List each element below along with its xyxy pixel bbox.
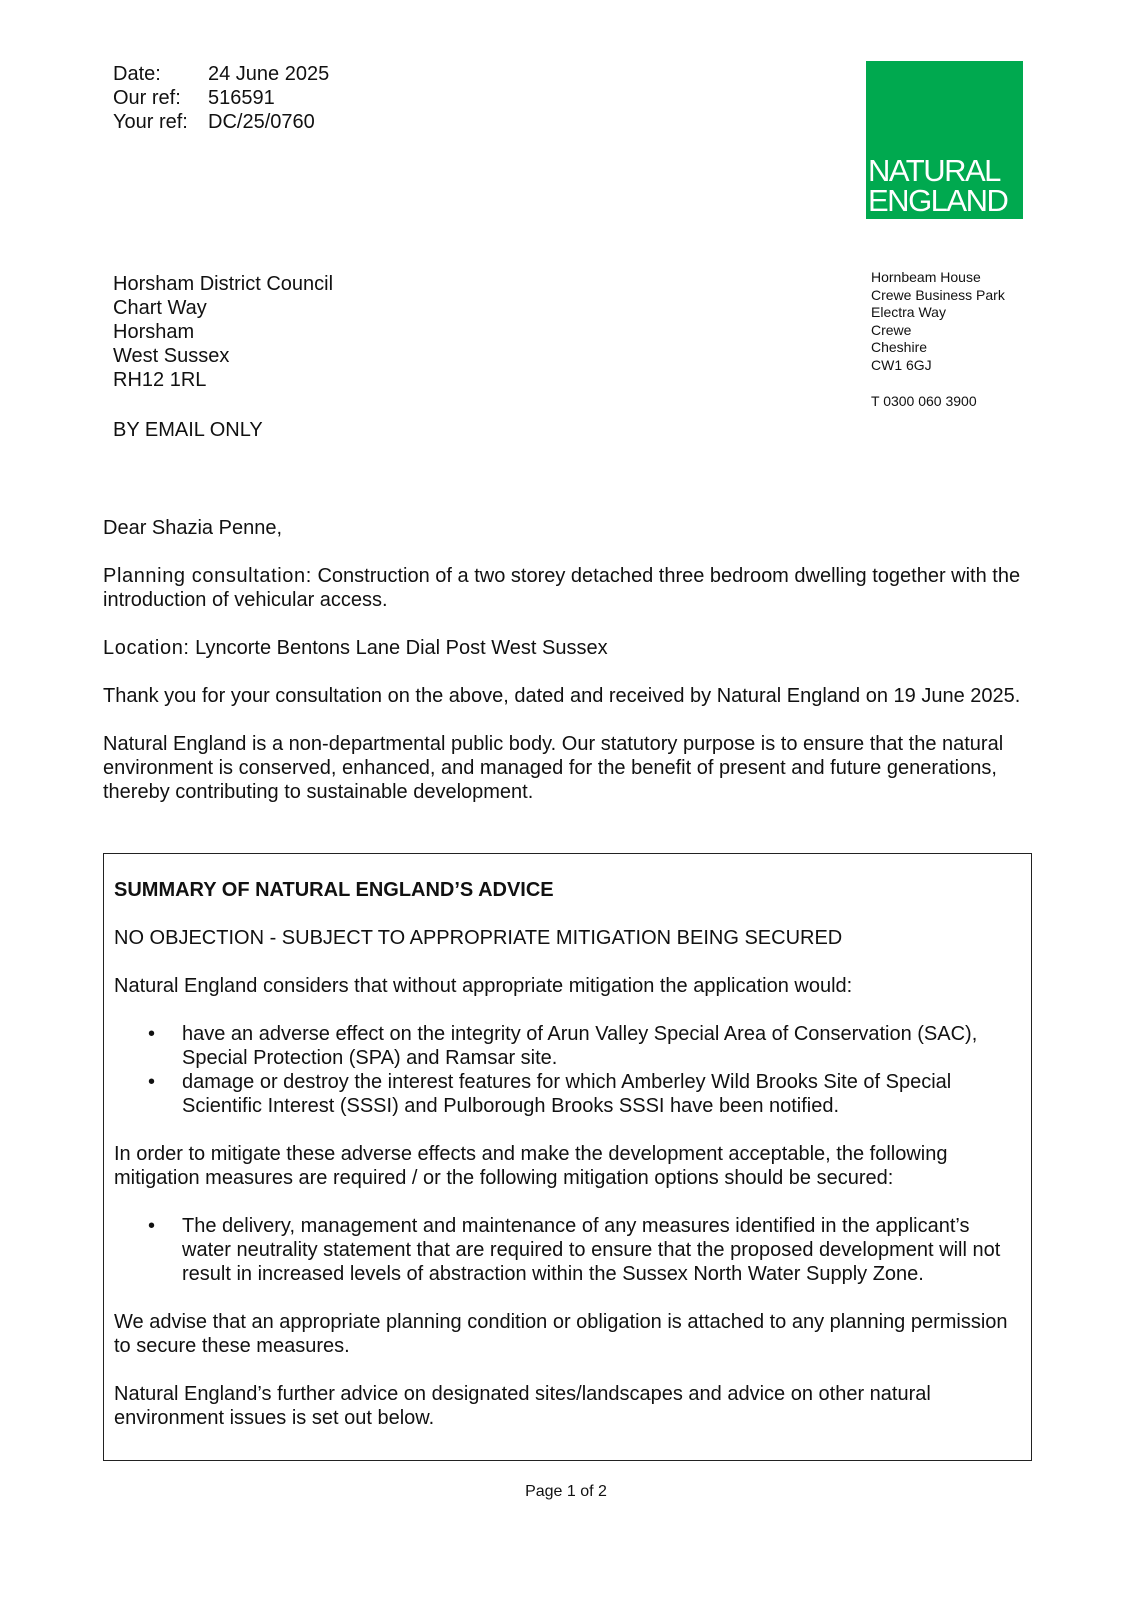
recipient-address: [113, 272, 333, 392]
list-item-text: have an adverse effect on the integrity of Arun Valley Special Area of Conservation (SAC), Special Protection (SPA) and Ramsar site.: [182, 1023, 978, 1069]
summary-heading: SUMMARY OF NATURAL ENGLAND’S ADVICE: [114, 879, 554, 901]
logo-line: NATURAL: [868, 153, 1000, 188]
summary-verdict: NO OBJECTION - SUBJECT TO APPROPRIATE MITIGATION BEING SECURED: [114, 927, 843, 949]
ref-label: Date:: [113, 63, 161, 85]
natural-england-logo: [866, 61, 1023, 219]
effects-list: [114, 1022, 1021, 1118]
sender-line: Crewe: [871, 321, 912, 338]
advice-summary-box: [103, 853, 1032, 1461]
summary-considers: Natural England considers that without appropriate mitigation the application would:: [114, 975, 853, 997]
location-text: Lyncorte Bentons Lane Dial Post West Sussex: [195, 637, 608, 659]
sender-line: Cheshire: [871, 339, 928, 355]
list-item-text: The delivery, management and maintenance of any measures identified in the applicant’s water neutrality statement that are required to ensure that the proposed development will not result in increased levels of abstraction within the Sussex North Water Supply Zone.: [182, 1215, 1001, 1285]
address-line: West Sussex: [113, 345, 230, 367]
location-paragraph: [103, 636, 1033, 660]
bullet-icon: •: [148, 1023, 156, 1045]
sender-line: CW1 6GJ: [871, 356, 932, 373]
thanks-paragraph: Thank you for your consultation on the above, dated and received by Natural England on 19 June 2025.: [103, 685, 1021, 707]
consultation-paragraph: [103, 564, 1033, 612]
sender-line: Crewe Business Park: [871, 286, 1005, 303]
measures-list: [114, 1214, 1021, 1286]
list-item: [114, 1070, 1021, 1118]
ref-value: 24 June 2025: [208, 63, 330, 85]
consultation-label: Planning consultation:: [103, 565, 312, 587]
ref-label: Our ref:: [113, 87, 181, 109]
list-item: [114, 1214, 1021, 1286]
sender-phone: T 0300 060 3900: [871, 393, 977, 409]
list-item-text: damage or destroy the interest features for which Amberley Wild Brooks Site of Special Scientific Interest (SSSI) and Pulborough Brooks SSSI have been notified.: [182, 1071, 952, 1117]
sender-line: Electra Way: [871, 304, 946, 320]
delivery-method: BY EMAIL ONLY: [113, 419, 263, 441]
address-line: Horsham: [113, 321, 195, 343]
logo-wordmark: [868, 153, 1008, 218]
ref-value: DC/25/0760: [208, 111, 315, 133]
consultation-text: Construction of a two storey detached three bedroom dwelling together with the introduction of vehicular access.: [103, 565, 1021, 611]
ref-row-date: [113, 62, 329, 86]
intro-paragraph: Natural England is a non-departmental public body. Our statutory purpose is to ensure that the natural environment is conserved, enhanced, and managed for the benefit of present and future generations, thereby contributing to sustainable development.: [103, 733, 1004, 803]
ref-row-our-ref: [113, 86, 329, 110]
sender-address: [871, 269, 1005, 374]
advice-paragraph: We advise that an appropriate planning condition or obligation is attached to any planning permission to secure these measures.: [114, 1311, 1008, 1357]
reference-block: [113, 62, 329, 134]
address-line: Chart Way: [113, 297, 207, 319]
ref-value: 516591: [208, 87, 275, 109]
sender-line: Hornbeam House: [871, 269, 981, 285]
letter-body: [103, 516, 1033, 828]
further-advice-paragraph: Natural England’s further advice on designated sites/landscapes and advice on other natural environment issues is set out below.: [114, 1383, 931, 1429]
logo-line: ENGLAND: [868, 183, 1008, 218]
address-line: RH12 1RL: [113, 369, 207, 391]
ref-row-your-ref: [113, 110, 329, 134]
bullet-icon: •: [148, 1071, 156, 1093]
address-line: Horsham District Council: [113, 273, 334, 295]
salutation: Dear Shazia Penne,: [103, 517, 283, 539]
ref-label: Your ref:: [113, 111, 188, 133]
mitigation-intro: In order to mitigate these adverse effects and make the development acceptable, the following mitigation measures are required / or the following mitigation options should be secured:: [114, 1143, 948, 1189]
location-label: Location:: [103, 637, 190, 659]
bullet-icon: •: [148, 1215, 156, 1237]
page-number: Page 1 of 2: [525, 1483, 607, 1500]
list-item: [114, 1022, 1021, 1070]
